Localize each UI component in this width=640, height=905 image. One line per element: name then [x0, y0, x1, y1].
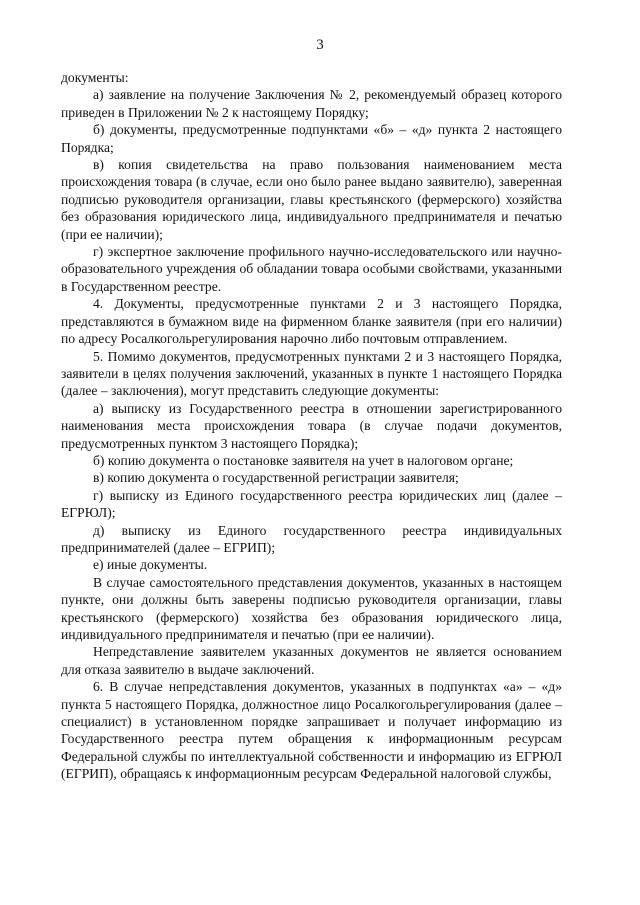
paragraph-clause-4: 4. Документы, предусмотренные пунктами 2 и 3 настоящего Порядка, представляются в бумажном виде на фирменном бланке заявителя (при его наличии) по адресу Росалкогольрегулирования нарочно либо почтовым отправлением.: [61, 296, 562, 347]
paragraph-item-v-certificate-copy: в) копия свидетельства на право пользования наименованием места происхождения товара (в случае, если оно было ранее выдано заявителю), заверенная подписью руководителя организации, главы крестьянского (фермерского) хозяйства без образования юридического лица, индивидуального предпринимателя и печатью (при ее наличии);: [61, 157, 562, 242]
document-body: [61, 69, 562, 783]
paragraph-item-g-expert-conclusion: г) экспертное заключение профильного научно-исследовательского или научно-образовательного учреждения об обладании товара особыми свойствами, указанными в Государственном реестре.: [61, 244, 562, 294]
paragraph-item-b-documents: б) документы, предусмотренные подпунктами «б» – «д» пункта 2 настоящего Порядка;: [61, 122, 562, 155]
paragraph-item-g-egrul: г) выписку из Единого государственного реестра юридических лиц (далее – ЕГРЮЛ);: [61, 487, 562, 521]
paragraph-continuation: документы:: [61, 70, 129, 85]
paragraph-item-d-egrip: д) выписку из Единого государственного реестра индивидуальных предпринимателей (далее – ЕГРИП);: [61, 522, 562, 555]
paragraph-non-submission: Непредставление заявителем указанных документов не является основанием для отказа заявителю в выдаче заключений.: [61, 644, 562, 677]
paragraph-item-v-state-registration: в) копию документа о государственной регистрации заявителя;: [93, 470, 459, 486]
paragraph-clause-6: 6. В случае непредставления документов, указанных в подпунктах «а» – «д» пункта 5 настоящего Порядка, должностное лицо Росалкогольрегулирования (далее – специалист) в установленном порядке запрашивает и получает информацию из Государственного реестра путем обращения к информационным ресурсам Федеральной службы по интеллектуальной собственности и информацию из ЕГРЮЛ (ЕГРИП), обращаясь к информационным ресурсам Федеральной налоговой службы,: [61, 679, 562, 782]
paragraph-item-a-application: а) заявление на получение Заключения № 2, рекомендуемый образец которого приведен в Приложении № 2 к настоящему Порядку;: [61, 87, 562, 120]
paragraph-item-a-extract: а) выписку из Государственного реестра в отношении зарегистрированного наименования места происхождения товара (в случае подачи документов, предусмотренных пунктом 3 настоящего Порядка);: [61, 400, 562, 451]
paragraph-item-b-tax-registration: б) копию документа о постановке заявителя на учет в налоговом органе;: [93, 452, 514, 468]
paragraph-self-submission: В случае самостоятельного представления документов, указанных в настоящем пункте, они должны быть заверены подписью руководителя организации, главы крестьянского (фермерского) хозяйства без образования юридического лица, индивидуального предпринимателя и печатью (при ее наличии).: [61, 574, 562, 642]
paragraph-item-e-other: е) иные документы.: [93, 557, 208, 573]
paragraph-clause-5: 5. Помимо документов, предусмотренных пунктами 2 и 3 настоящего Порядка, заявители в целях получения заключений, указанных в пункте 1 настоящего Порядка (далее – заключения), могут представить следующие документы:: [61, 348, 562, 399]
page-number: 3: [316, 37, 324, 53]
